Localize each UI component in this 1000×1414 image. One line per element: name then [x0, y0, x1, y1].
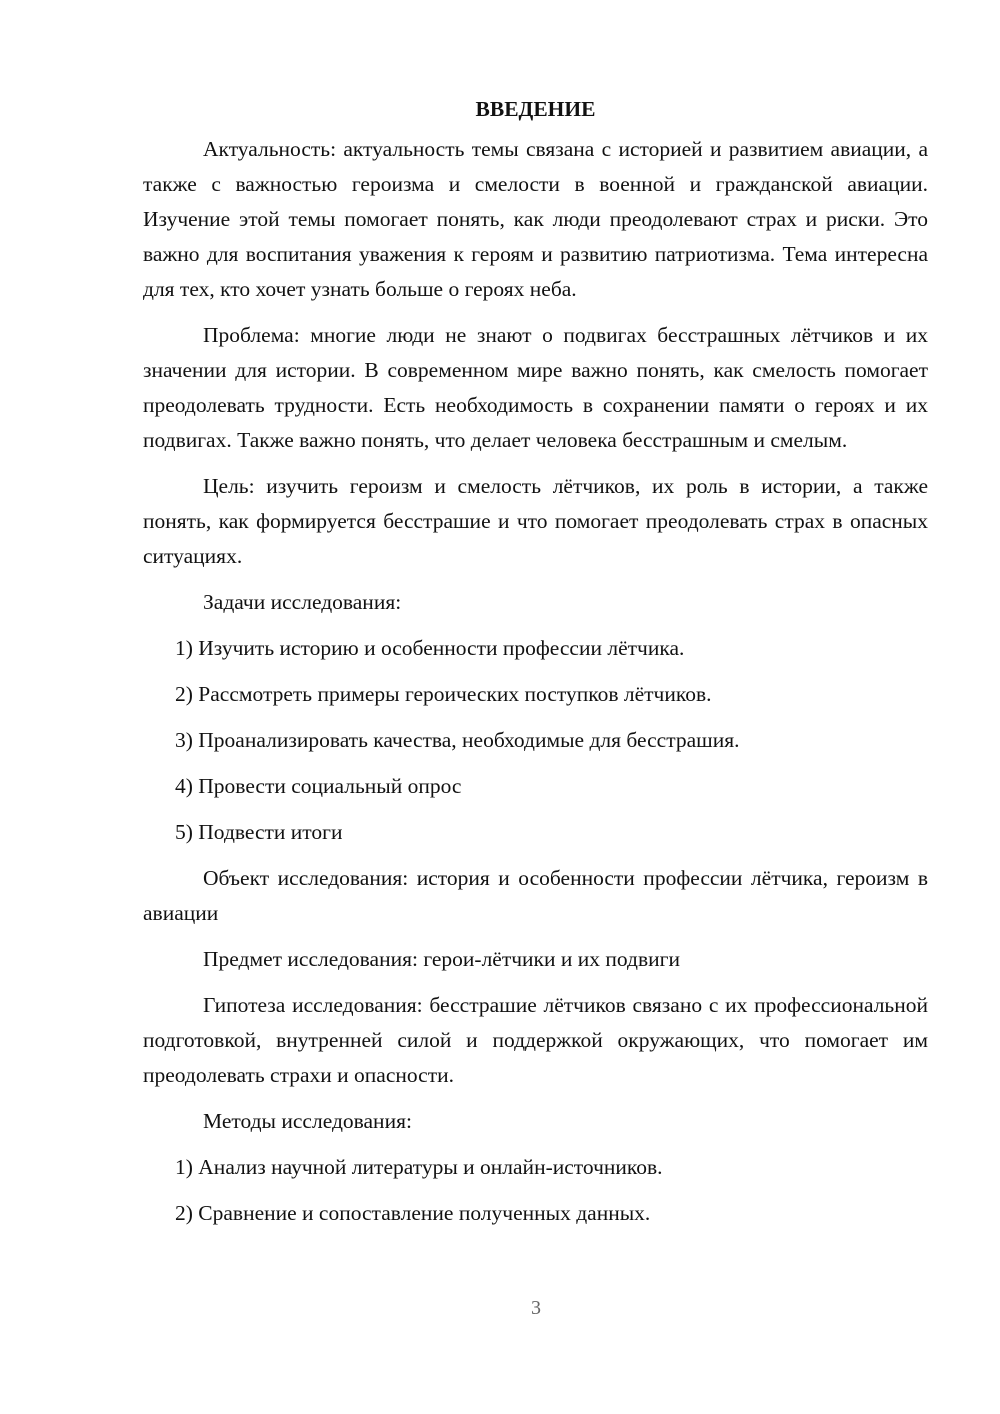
hypothesis-paragraph: Гипотеза исследования: бесстрашие лётчиков связано с их профессиональной подготовкой, внутренней силой и поддержкой окружающих, что помогает им преодолевать страхи и опасности.: [143, 993, 928, 1087]
relevance-paragraph: Актуальность: актуальность темы связана с историей и развитием авиации, а также с важностью героизма и смелости в военной и гражданской авиации. Изучение этой темы помогает понять, как люди преодолевают страх и риски. Это важно для воспитания уважения к героям и развитию патриотизма. Тема интересна для тех, кто хочет узнать больше о героях неба.: [143, 137, 928, 301]
goal-paragraph: Цель: изучить героизм и смелость лётчиков, их роль в истории, а также понять, как формируется бесстрашие и что помогает преодолевать страх в опасных ситуациях.: [143, 474, 928, 568]
method-item: 2) Сравнение и сопоставление полученных данных.: [175, 1201, 651, 1225]
tasks-label: Задачи исследования:: [203, 590, 402, 614]
task-item: 5) Подвести итоги: [175, 820, 343, 844]
page-number: 3: [531, 1297, 541, 1319]
task-item: 4) Провести социальный опрос: [175, 774, 462, 798]
methods-list: [143, 1150, 928, 1231]
section-title: ВВЕДЕНИЕ: [475, 97, 596, 121]
method-item: 1) Анализ научной литературы и онлайн-источников.: [175, 1155, 663, 1179]
problem-paragraph: Проблема: многие люди не знают о подвигах бесстрашных лётчиков и их значении для истории. В современном мире важно понять, как смелость помогает преодолевать трудности. Есть необходимость в сохранении памяти о героях и их подвигах. Также важно понять, что делает человека бесстрашным и смелым.: [143, 323, 928, 452]
task-item: 1) Изучить историю и особенности профессии лётчика.: [175, 636, 685, 660]
page-content: [143, 92, 928, 1242]
task-item: 3) Проанализировать качества, необходимые для бесстрашия.: [175, 728, 740, 752]
subject-paragraph: Предмет исследования: герои-лётчики и их подвиги: [203, 947, 680, 971]
object-paragraph: Объект исследования: история и особенности профессии лётчика, героизм в авиации: [143, 866, 928, 925]
tasks-list: [143, 631, 928, 850]
task-item: 2) Рассмотреть примеры героических поступков лётчиков.: [175, 682, 712, 706]
methods-label: Методы исследования:: [203, 1109, 412, 1133]
